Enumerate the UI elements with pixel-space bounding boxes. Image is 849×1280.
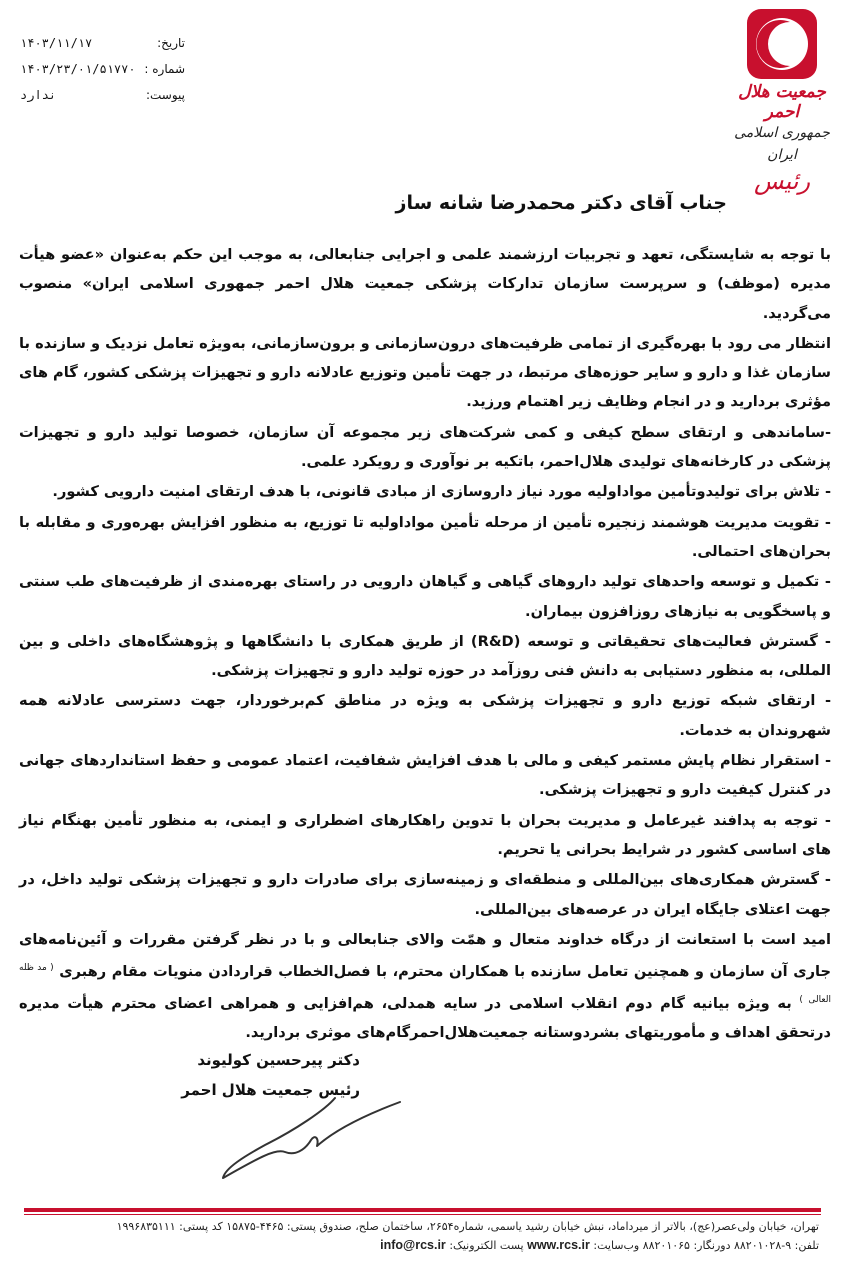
closing-paragraph	[19, 925, 831, 1048]
website-link[interactable]: www.rcs.ir	[527, 1238, 590, 1252]
duty-item: - ارتقای شبکه توزیع دارو و تجهیزات پزشکی به ویژه در مناطق کم‌برخوردار، جهت دسترسی عادلانه همه شهروندان به خدمات.	[19, 692, 831, 739]
footer-rule-thin	[24, 1214, 821, 1215]
addressee: جناب آقای دکتر محمدرضا شانه ساز	[395, 192, 727, 214]
attachment-label: پیوست:	[145, 88, 185, 102]
handwritten-signature	[215, 1090, 405, 1185]
letter-body	[19, 240, 831, 1048]
meta-number-row	[20, 56, 185, 82]
org-name: جمعیت هلال احمر	[738, 82, 826, 122]
country-name: جمهوری اسلامی ایران	[734, 125, 830, 163]
letterhead	[727, 8, 837, 196]
footer-address: تهران، خیابان ولی‌عصر(عج)، بالاتر از میرداماد، نبش خیابان رشید یاسمی، شماره۲۶۵۴، ساختمان صلح، صندوق پستی: ۴۴۶۵-۱۵۸۷۵ کد پستی: ۱۹۹۶۸۳۵۱۱۱	[116, 1220, 819, 1233]
signer-name: دکتر پیرحسین کولیوند	[197, 1051, 360, 1069]
meta-date-row	[20, 30, 185, 56]
date-label: تاریخ:	[157, 36, 185, 50]
duty-item: - تقویت مدیریت هوشمند زنجیره تأمین از مرحله تأمین مواداولیه تا توزیع، به منظور افزایش بهره‌وری و مقابله با بحران‌های احتمالی.	[19, 513, 831, 560]
duty-item: -ساماندهی و ارتقای سطح کیفی و کمی شرکت‌های زیر مجموعه آن سازمان، خصوصا تولید دارو و تجهیزات پزشکی در کارخانه‌های تولیدی هلال‌احمر، باتکیه بر نوآوری و رویکرد علمی.	[19, 423, 831, 471]
intro-text: با توجه به شایستگی، تعهد و تجربیات ارزشمند علمی و اجرایی جنابعالی، به موجب این حکم به‌عنوان «	[94, 246, 831, 263]
closing-text: امید است با استعانت از درگاه خداوند متعال و همّت والای جنابعالی و با در نظر گرفتن مقررات و آئین‌نامه‌های جاری آن سازمان و همچنین تعامل سازنده با همکاران محترم، با فصل‌الخطاب قراردادن منویات مقام رهبری	[19, 930, 831, 980]
red-crescent-icon	[746, 8, 818, 80]
email-link[interactable]: info@rcs.ir	[380, 1238, 446, 1252]
office-title: رئیس	[753, 167, 811, 195]
number-label: شماره :	[144, 62, 185, 76]
signer-title: رئیس جمعیت هلال احمر	[181, 1081, 360, 1099]
meta-attachment-row	[20, 82, 185, 108]
duty-item: - استقرار نظام پایش مستمر کیفی و مالی با هدف افزایش شفافیت، اعتماد عمومی و حفظ استانداردهای جهانی در کنترل کیفیت دارو و تجهیزات پزشکی.	[19, 752, 831, 799]
email-label: پست الکترونیک:	[449, 1239, 524, 1252]
letter-meta	[20, 30, 185, 108]
closing-text-end: به ویژه بیانیه گام دوم انقلاب اسلامی در سایه همدلی، هم‌افزایی و همراهی اعضای محترم هیأت مدیره درتحقق اهداف و مأموریتهای بشردوستانه جمعیت‌هلال‌احمرگام‌های موثری بردارید.	[19, 995, 831, 1042]
footer-contact	[19, 1236, 819, 1255]
footer	[19, 1218, 819, 1255]
intro-text-end: » منصوب می‌گردید.	[19, 275, 831, 322]
duty-item: - تلاش برای تولیدوتأمین مواداولیه مورد نیاز داروسازی از مبادی قانونی، با هدف ارتقای امنیت دارویی کشور.	[52, 483, 831, 501]
footer-phone: تلفن: ۹-۸۸۲۰۱۰۲۸ دورنگار: ۸۸۲۰۱۰۶۵ وب‌سایت:	[593, 1239, 819, 1252]
date-value: ۱۴۰۳/۱۱/۱۷	[20, 36, 93, 50]
honorific: ( مد ظله العالی )	[19, 963, 831, 1006]
duty-item: - گسترش فعالیت‌های تحقیقاتی و توسعه (R&D) از طریق همکاری با دانشگاهها و پژوهشگاه‌های داخلی و بین المللی، به منظور دستیابی به دانش فنی روزآمد در حوزه تولید دارو و تجهیزات پزشکی.	[19, 632, 831, 680]
number-value: ۱۴۰۳/۲۳/۰۱/۵۱۷۷۰	[20, 62, 136, 76]
footer-rule	[24, 1208, 821, 1212]
attachment-value: ندارد	[20, 88, 57, 102]
appointment-title: عضو هیأت مدیره (موظف) و سرپرست سازمان تدارکات پزشکی جمعیت هلال احمر جمهوری اسلامی ایران	[19, 246, 831, 293]
duty-item: - گسترش همکاری‌های بین‌المللی و منطقه‌ای و زمینه‌سازی برای صادرات دارو و تجهیزات پزشکی تولید داخل، در جهت اعتلای جایگاه ایران در عرصه‌های بین‌المللی.	[19, 871, 831, 918]
duty-item: - توجه به پدافند غیرعامل و مدیریت بحران با تدوین راهکارهای اضطراری و ایمنی، به منظور تأمین بهنگام نیاز های اساسی کشور در شرایط بحرانی یا تحریم.	[19, 811, 831, 858]
intro-paragraph	[19, 240, 831, 328]
duty-item: - تکمیل و توسعه واحدهای تولید داروهای گیاهی و گیاهان دارویی در راستای بهره‌مندی از ظرفیت‌های طب سنتی و پاسخگویی به نیازهای روزافزون بیماران.	[19, 573, 831, 620]
expectation-paragraph: انتظار می رود با بهره‌گیری از تمامی ظرفیت‌های درون‌سازمانی و برون‌سازمانی، به‌ویژه تعامل نزدیک و سازنده با سازمان غذا و دارو و سایر حوزه‌های مرتبط، در جهت تأمین وتوزیع عادلانه دارو و تجهیزات پزشکی کشور، گام های مؤثری بردارید و در انجام وظایف زیر اهتمام ورزید.	[19, 334, 831, 411]
